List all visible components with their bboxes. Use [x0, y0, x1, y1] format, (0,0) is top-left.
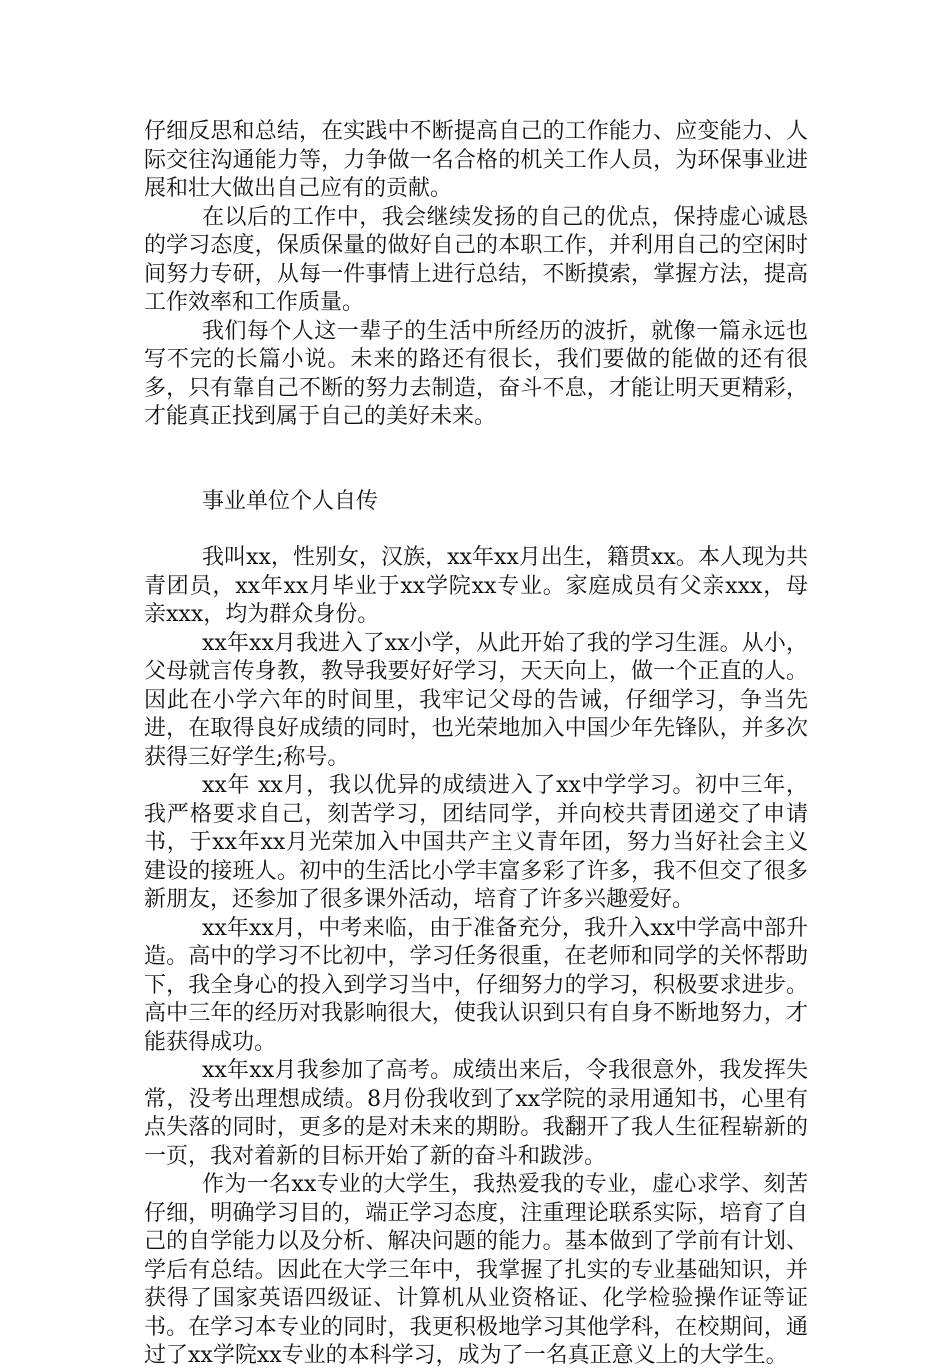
paragraph-primary-school: xx年xx月我进入了xx小学，从此开始了我的学习生涯。从小，父母就言传身教，教导我要好好学习，天天向上，做一个正直的人。因此在小学六年的时间里，我牢记父母的告诫，仔细学习，争当先进，在取得良好成绩的同时，也光荣地加入中国少年先锋队，并多次获得三好学生;称号。	[144, 630, 808, 770]
heading-spacer	[144, 516, 808, 544]
paragraph-university: 作为一名xx专业的大学生，我热爱我的专业，虚心求学、刻苦仔细，明确学习目的，端正学习态度，注重理论联系实际，培育了自己的自学能力以及分析、解决问题的能力。基本做到了学前有计划、学后有总结。因此在大学三年中，我掌握了扎实的专业基础知识，并获得了国家英语四级证、计算机从业资格证、化学检验操作证等证书。在学习本专业的同时，我更积极地学习其他学科，在校期间，通过了xx学院xx专业的本科学习，成为了一名真正意义上的大学生。	[144, 1172, 808, 1368]
paragraph-continuation: 仔细反思和总结，在实践中不断提高自己的工作能力、应变能力、人际交往沟通能力等，力争做一名合格的机关工作人员，为环保事业进展和壮大做出自己应有的贡献。	[144, 119, 808, 201]
section-heading: 事业单位个人自传	[202, 488, 379, 514]
paragraph-high-school: xx年xx月，中考来临，由于准备充分，我升入xx中学高中部升造。高中的学习不比初中，学习任务很重，在老师和同学的关怀帮助下，我全身心的投入到学习当中，仔细努力的学习，积极要求进步。高中三年的经历对我影响很大，使我认识到只有自身不断地努力，才能获得成功。	[144, 915, 808, 1055]
document-body	[144, 118, 808, 1371]
section-spacer	[144, 432, 808, 488]
paragraph-life-reflection: 我们每个人这一辈子的生活中所经历的波折，就像一篇永远也写不完的长篇小说。未来的路还有很长，我们要做的能做的还有很多，只有靠自己不断的努力去制造，奋斗不息，才能让明天更精彩，才能真正找到属于自己的美好未来。	[144, 318, 808, 429]
paragraph-college-entrance: xx年xx月我参加了高考。成绩出来后，令我很意外，我发挥失常，没考出理想成绩。8月份我收到了xx学院的录用通知书，心里有点失落的同时，更多的是对未来的期盼。我翻开了我人生征程崭新的一页，我对着新的目标开始了新的奋斗和跋涉。	[144, 1058, 808, 1169]
paragraph-middle-school: xx年 xx月，我以优异的成绩进入了xx中学学习。初中三年，我严格要求自己，刻苦学习，团结同学，并向校共青团递交了申请书，于xx年xx月光荣加入中国共产主义青年团，努力当好社会主义建设的接班人。初中的生活比小学丰富多彩了许多，我不但交了很多新朋友，还参加了很多课外活动，培育了许多兴趣爱好。	[144, 773, 808, 912]
paragraph-self-intro: 我叫xx，性别女，汉族，xx年xx月出生，籍贯xx。本人现为共青团员，xx年xx月毕业于xx学院xx专业。家庭成员有父亲xxx，母亲xxx，均为群众身份。	[144, 545, 808, 627]
paragraph-future-work: 在以后的工作中，我会继续发扬的自己的优点，保持虚心诚恳的学习态度，保质保量的做好自己的本职工作，并利用自己的空闲时间努力专研，从每一件事情上进行总结，不断摸索，掌握方法，提高工作效率和工作质量。	[144, 204, 808, 315]
